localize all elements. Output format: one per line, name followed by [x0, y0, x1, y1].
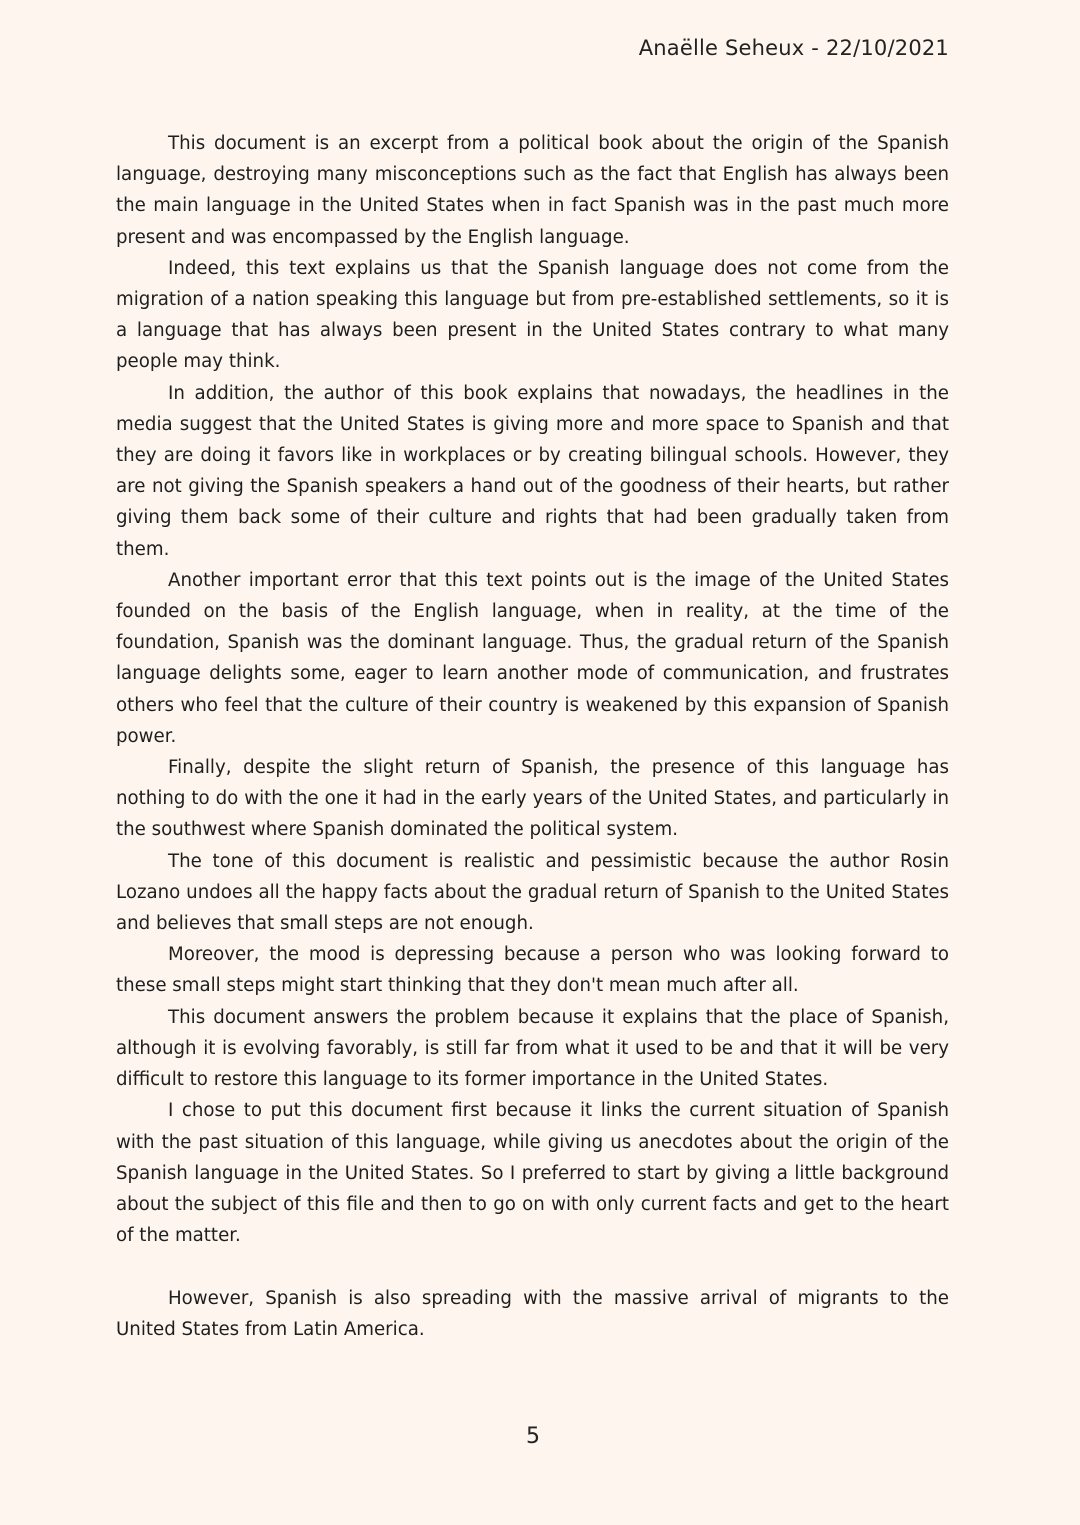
- paragraph: This document answers the problem because it explains that the place of Spanish, although it is evolving favorably, is still far from what it used to be and that it will be very difficult to restore this language to its former importance in the United States.: [116, 1006, 949, 1091]
- paragraph: In addition, the author of this book explains that nowadays, the headlines in the media suggest that the United States is giving more and more space to Spanish and that they are doing it favors like in workplaces or by creating bilingual schools. However, they are not giving the Spanish speakers a hand out of the goodness of their hearts, but rather giving them back some of their culture and rights that had been gradually taken from them.: [116, 382, 949, 560]
- author-date-header: Anaëlle Seheux - 22/10/2021: [638, 36, 949, 60]
- document-body: [116, 128, 949, 1345]
- paragraph: I chose to put this document first because it links the current situation of Spanish with the past situation of this language, while giving us anecdotes about the origin of the Spanish language in the United States. So I preferred to start by giving a little background about the subject of this file and then to go on with only current facts and get to the heart of the matter.: [116, 1100, 949, 1247]
- paragraph: Finally, despite the slight return of Spanish, the presence of this language has nothing to do with the one it had in the early years of the United States, and particularly in the southwest where Spanish dominated the political system.: [116, 757, 949, 841]
- paragraph: The tone of this document is realistic and pessimistic because the author Rosin Lozano undoes all the happy facts about the gradual return of Spanish to the United States and believes that small steps are not enough.: [116, 850, 949, 935]
- paragraph: Indeed, this text explains us that the Spanish language does not come from the migration of a nation speaking this language but from pre-established settlements, so it is a language that has always been present in the United States contrary to what many people may think.: [116, 257, 949, 373]
- paragraph: This document is an excerpt from a political book about the origin of the Spanish language, destroying many misconceptions such as the fact that English has always been the main language in the United States when in fact Spanish was in the past much more present and was encompassed by the English language.: [116, 133, 949, 248]
- paragraph: Moreover, the mood is depressing because a person who was looking forward to these small steps might start thinking that they don't mean much after all.: [116, 944, 949, 997]
- paragraph: Another important error that this text points out is the image of the United States founded on the basis of the English language, when in reality, at the time of the foundation, Spanish was the dominant language. Thus, the gradual return of the Spanish language delights some, eager to learn another mode of communication, and frustrates others who feel that the culture of their country is weakened by this expansion of Spanish power.: [116, 569, 949, 747]
- page-number: 5: [526, 1424, 540, 1449]
- paragraph: However, Spanish is also spreading with the massive arrival of migrants to the United States from Latin America.: [116, 1287, 949, 1340]
